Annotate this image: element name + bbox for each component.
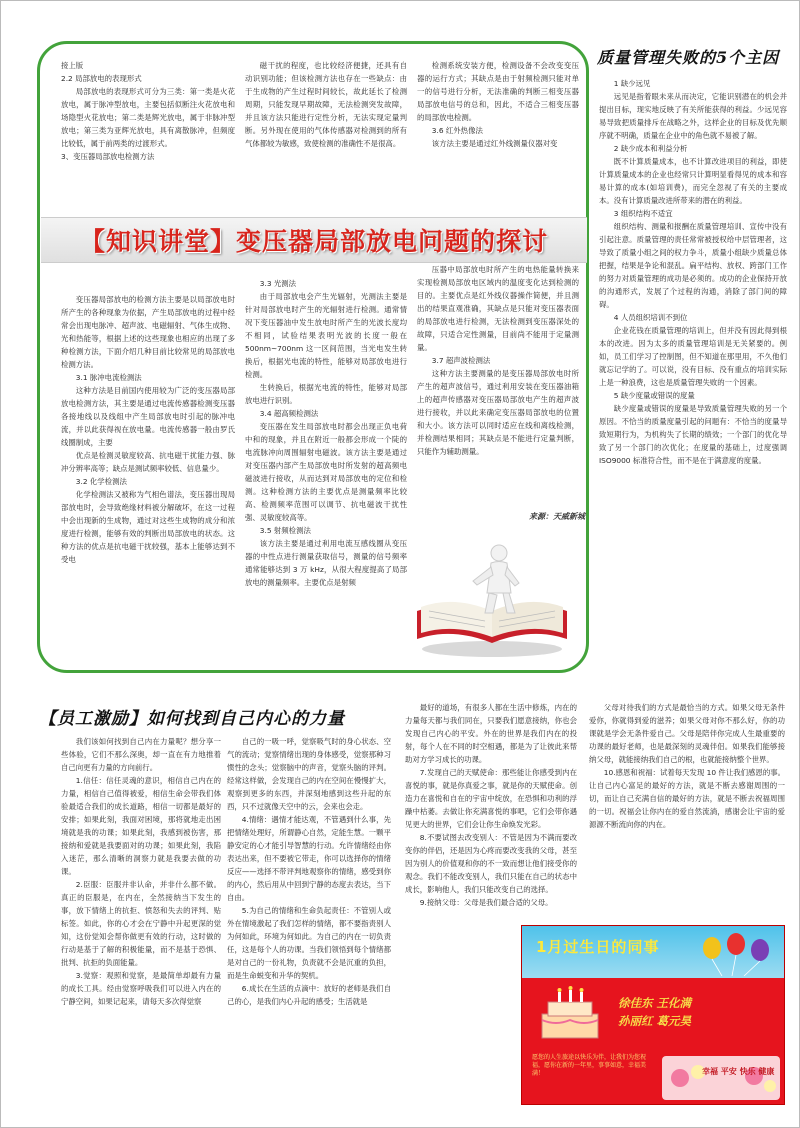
birthday-card bbox=[521, 925, 785, 1105]
paragraph: 变压器在发生局部放电时都会出现正负电荷中和的现象，并且在附近一般都会形成一个陡的电流脉冲向周围辐射电磁波。该方法主要是通过对变压器内部产生局部放电时所发射的超高频电磁波进行接收，从而达到对局部放电的定位和检测。这种检测方法的主要优点是测量频率比较高、检测频率范围可以调节、抗电磁波干扰性强、灵敏度较高等。 bbox=[245, 422, 407, 522]
paragraph: 变压器局部放电的检测方法主要是以局部放电时所产生的各种现象为依据，产生局部放电的过程中经常会出现电脉冲、超声波、电磁辐射、气体生成物、光和热能等，根据上述的这些现象也相应的出现了多种检测方法，下面介绍几种目前比较常见的局部放电检测方法。 bbox=[61, 295, 235, 369]
paragraph: 该方法主要是通过红外线测量仪器对变 bbox=[431, 139, 558, 148]
cake-icon bbox=[532, 984, 608, 1046]
article-col2-upper bbox=[245, 59, 407, 150]
paragraph: 这种方法主要测量的是变压器局部放电时所产生的超声波信号，通过利用安装在变压器油箱上的超声传感器对变压器局部放电产生的超声波进行接收，并以此来确定变压器局部放电的位置和大小。该方法可以同时适应在线和离线检测，并检测结果相同；其缺点是不能进行定量判断，只能作为辅助测量。 bbox=[417, 369, 579, 456]
flowers-decoration bbox=[662, 1056, 780, 1100]
paragraph: 生转换后，根据光电流的特性，能够对局部放电进行识别。 bbox=[245, 383, 407, 405]
paragraph: 这种方法是目前国内使用较为广泛的变压器局部放电检测方法，其主要是通过电流传感器检测变压器各接地线以及线组中产生局部放电时引起的脉冲电流，并以此获得视在放电量。电流传感器一般由罗氏线圈制成，主要 bbox=[61, 386, 235, 447]
paragraph: 3.4 超高频检测法 bbox=[259, 409, 319, 418]
article-col2-lower bbox=[245, 277, 407, 589]
paragraph: 8.不要试图去改变别人：不管是因为不满而要改变你的伴侣，还是因为心疼而要改变我的父母，甚至因为别人的价值观和你的不一致而想让他们接受你的观念。我们不能改变别人，我们只能在自己的状态中成长，影响他人，我们只能改变自己的选择。 bbox=[405, 833, 577, 894]
birthday-seal-text: 幸福 平安 快乐 健康 bbox=[702, 1067, 775, 1076]
paragraph: 1.信任：信任灵魂的意识，相信自己内在的力量，相信自己值得被爱，相信生命会带我们体验最适合我们的成长道路，相信一切都是最好的安排；如果此刻，我面对困境，那将就地走出困境就是我的功课；如果此刻，我感到被伤害，那接纳和爱就是我要面对的功课；如果此刻，我陷入迷茫，那么清晰的洞察力就是我要去做的功课。 bbox=[61, 776, 221, 876]
balloons-icon bbox=[692, 930, 782, 976]
paragraph: 既不计算质量成本，也不计算改进项目的利益，即使计算质量成本的企业也经常只计算明显看得见的成本和容易计算的成本(如培训费)，而完全忽视了有关的主要成本。没有计算质量改进所带来的潜在的利益。 bbox=[599, 157, 787, 205]
paragraph: 局部放电的表现形式可分为三类：第一类是火花放电，属于脉冲型放电，主要包括似断注火花放电和场隐型火花放电；第二类是辉光放电，属于非脉冲型放电；第三类为亚辉光放电，具有离散脉冲，但频度比较低，属于前两类的过渡形式。 bbox=[61, 87, 235, 148]
paragraph: 远见是指着眼未来从而决定，它能识别潜在的机会并提出目标，现实地反映了有关所能获得的利益。少远见容易导致把质量排斥在战略之外，这样企业的目标及优先顺序就不明确，质量在企业中的角色就不易被了解。 bbox=[599, 92, 787, 140]
paragraph: 优点是检测灵敏度较高、抗电磁干扰能力强、脉冲分辨率高等；缺点是测试频率较低、信息量少。 bbox=[61, 451, 235, 473]
motivation-col1 bbox=[61, 735, 221, 1008]
paragraph: 3.1 脉冲电流检测法 bbox=[75, 373, 142, 382]
paragraph: 2.2 局部放电的表现形式 bbox=[61, 74, 142, 83]
paragraph: 企业花钱在质量管理的培训上，但并没有因此得到根本的改进。因为太多的质量管理培训是无关紧要的。例如，员工们学习了控制图，但不知道在那里用，不久他们就忘记学的了。可以说，没有目标、没有重点的培训实际上是一种浪费，这也是质量管理失败的一个因素。 bbox=[599, 326, 787, 387]
paragraph: 压器中局部放电时所产生的电热能量转换来实现检测局部放电区域内的温度变化达到检测的目的。主要优点是红外线仪器操作简便，并且测出的结果直观准确，其缺点是只能对变压器表面的局部放电进行检测，无法检测到变压器深处的故障，只适合定性测量，目前尚不能用于定量测量。 bbox=[417, 265, 579, 352]
paragraph: 10.感恩和祝福：试着每天发现 10 件让我们感恩的事。让自己内心富足的最好的方法，就是不断去感谢周围的一切，而让自己充满自信的最好的方法，就是不断去祝福周围的一切。祝福会让你内在的爱自然流淌，感谢会让宇宙的爱源源不断流向你的内在。 bbox=[589, 768, 785, 829]
article-col1-lower bbox=[61, 293, 235, 566]
birthday-wish: 愿您的人生旅途以快乐为伴，让我们为您祝福，愿你在新的一年里，事事如意，幸福美满！ bbox=[532, 1054, 647, 1077]
paragraph: 由于局部放电会产生光辐射，光测法主要是针对局部放电时产生的光辐射进行检测。通常情况下变压器油中发生放电时所产生的光波长度均不相同，试验结果表明光波的长度一般在 500nm~700nm 这一区间范围，当光电发生转换后，根据光电流的特性，能够对局部放电进行检测。 bbox=[245, 292, 407, 379]
paragraph: 3.7 超声波检测法 bbox=[431, 356, 491, 365]
paragraph: 3.5 射频检测法 bbox=[259, 526, 311, 535]
paragraph: 3.3 光测法 bbox=[259, 279, 297, 288]
paragraph: 组织结构、测量和报酬在质量管理培训、宣传中没有引起注意。质量管理的责任常常被授权给中层管理者，这导致了质量小组之间的权力争斗，质量小组缺少质量总体把握，结果是争论和混乱。扁平结构、放权、跨部门工作的努力对质量管理的成功是必须的。成功的企业保持开放的沟通形式，发展了个过程的沟通，消除了部门间的障碍。 bbox=[599, 222, 787, 309]
motivation-col3 bbox=[405, 701, 577, 909]
paragraph: 最好的道场，有很多人都在生活中修炼，内在的力量每天都与我们同在，只要我们愿意接纳，你也会发现自己内心的平安。外在的世界是我们内在的投射，每个人在不同的时空相遇，都是为了让彼此来帮助对方学习成长的功课。 bbox=[405, 703, 577, 764]
paragraph: 自己的一吸一呼，觉察吸气时的身心状态、空气的流动；觉察情绪出现的身体感受，觉察那种习惯性的念头；觉察脑中的声音，觉察头脑的评判。经常这样做，会发现自己的内在空间在慢慢扩大，观察到更多的东西，并深刻地感到这些升起的东西，只不过就像天空中的云，会来也会走。 bbox=[227, 737, 391, 811]
birthday-names-line2: 孙丽红 葛元昊 bbox=[618, 1014, 692, 1028]
article-source: 来源：天威新城 bbox=[529, 512, 585, 521]
book-figure-illustration bbox=[407, 541, 577, 659]
paragraph: 7.发现自己的天赋使命：那些能让你感受到内在喜悦的事，就是你真爱之事，就是你的天赋使命。创造力在喜悦和自在的宇宙中绽放，在恐惧和功利的浮躁中枯萎。去做让你充满喜悦的事吧，它们会带你遇见更大的世界，它们会让你生命焕发光彩。 bbox=[405, 768, 577, 829]
paragraph: 3、变压器局部放电检测方法 bbox=[61, 152, 155, 161]
paragraph: 该方法主要是通过利用电流互感线圈从变压器的中性点进行测量获取信号，测量的信号频率通常能够达到 3 万 kHz，从很大程度提高了局部放电的测量频率。主要优点是射频 bbox=[245, 539, 407, 587]
paragraph: 5.为自己的情绪和生命负起责任：不管别人或外在情境激起了我们怎样的情绪，都不要指责别人为何如此，环境为何如此。为自己的内在一切负责任，这是每个人的功课。当我们领悟到每个情绪都是对自己的一份礼物，负责就不会是沉重的负担，而是生命蜕变和升华的契机。 bbox=[227, 906, 391, 980]
paragraph: 3 组织结构不适宜 bbox=[613, 209, 673, 218]
paragraph: 3.2 化学检测法 bbox=[75, 477, 127, 486]
quality-body bbox=[599, 77, 787, 467]
article-col3-lower bbox=[417, 263, 579, 458]
paragraph: 3.6 红外热像法 bbox=[431, 126, 483, 135]
paragraph: 检测系统安装方便，检测设备不会改变变压器的运行方式；其缺点是由于射频检测只能对单一的信号进行分析，无法准确的判断三相变压器局部放电信号的总和，因此，不适合三相变压器的局部放电检测。 bbox=[417, 61, 579, 122]
paragraph: 化学检测法又被称为气相色谱法，变压器出现局部放电时，会导致绝缘材料被分解破坏，在这一过程中会出现新的生成物，通过对这些生成物的成分和浓度进行检测，能够有效的判断出局部放电的状态。这种方法的优点是抗电磁干扰较强，基本上能够达到不受电 bbox=[61, 490, 235, 564]
article-banner bbox=[41, 217, 587, 263]
paragraph: 3.觉察：观照和觉察，是最简单却最有力量的成长工具。经由觉察呼吸我们可以进入内在的宁静空间，如果记起来，请每天多次得觉察 bbox=[61, 971, 221, 1006]
paragraph: 缺少度量或错误的度量是导致质量管理失败的另一个原因。不恰当的质量度量引起的问题有：不恰当的度量导致短期行为，为机构失了长期的绩效；一个部门的优化导致了另一个部门的次优化；在度量的基础上，过度强调 ISO9000 标准符合性，而不是在于满意度的度量。 bbox=[599, 404, 787, 465]
quality-title: 质量管理失败的5个主因 bbox=[597, 48, 780, 67]
paragraph: 6.成长在生活的点滴中：放好的老师是我们自己的心，是我们内心升起的感受；生活就是 bbox=[227, 984, 391, 1006]
motivation-col4 bbox=[589, 701, 785, 831]
paragraph: 接上版 bbox=[61, 61, 84, 70]
article-col1-upper bbox=[61, 59, 235, 163]
paragraph: 4.情绪：遇情才能达观，不管遇到什么事，先把情绪处理好，所谓静心自然，定能生慧。一颗平静安定的心才能引导智慧的行动。允许情绪经由你表达出来，但不要被它带走，你可以选择你的情绪反应——选择不带评判地观察你的情绪，感受到你的内心，然后用从中回到宁静的态度去表达，当下自由。 bbox=[227, 815, 391, 902]
paragraph: 我们该如何找到自己内在力量呢？想分享一些体验，它们不那么深奥，却一直在有力地推着自己向更有力量的方向前行。 bbox=[61, 737, 221, 772]
paragraph: 5 缺少度量或错误的度量 bbox=[613, 391, 695, 400]
paragraph: 4 人员组织培训不到位 bbox=[613, 313, 688, 322]
motivation-title: 【员工激励】如何找到自己内心的力量 bbox=[39, 709, 345, 729]
paragraph: 2.臣服：臣服并非认命，并非什么都不做。真正的臣服是，在内在，全然接纳当下发生的事，放下情绪上的抗拒、愤怒和失去的评判、贴标签。如此，你的心才会在宁静中升起更深的觉知，这份觉知会帮你做更有效的行动，这时做的行动是基于了解的积极能量，而不是基于恐惧、批判、抗拒的负面能量。 bbox=[61, 880, 221, 967]
motivation-col2 bbox=[227, 735, 391, 1008]
birthday-names bbox=[618, 994, 778, 1030]
paragraph: 1 缺少远见 bbox=[613, 79, 651, 88]
paragraph: 父母对待我们的方式是最恰当的方式。如果父母无条件爱你，你就得到爱的滋养；如果父母对你不那么好，你的功课就是学会无条件爱自己。父母是陪伴你完成人生最重要的功课的最好老师，也是最深刻的灵魂伴侣。如果我们能够接纳父母，就能接纳我们自己的根，也就能接纳整个世界。 bbox=[589, 703, 785, 764]
birthday-title: 1月过生日的同事 bbox=[536, 938, 660, 956]
paragraph: 磁干扰的程度，也比较经济便捷，还具有自动识别功能；但该检测方法也存在一些缺点：由于生成物的产生过程时间较长，故此延长了检测周期，只能发现早期故障，无法检测突发故障，并且该方法只能进行定性分析，无法实现定量判断。另外现在使用的气体传感器对检测到的所有气体都较为敏感，致使检测的准确性不是很高。 bbox=[245, 61, 407, 148]
birthday-names-line1: 徐佳东 王化满 bbox=[618, 996, 692, 1010]
paragraph: 9.接纳父母：父母是我们最合适的父母。 bbox=[419, 898, 553, 907]
article-title: 【知识讲堂】变压器局部放电问题的探讨 bbox=[79, 227, 548, 256]
paragraph: 2 缺少成本和利益分析 bbox=[613, 144, 688, 153]
article-col3-upper bbox=[417, 59, 579, 150]
